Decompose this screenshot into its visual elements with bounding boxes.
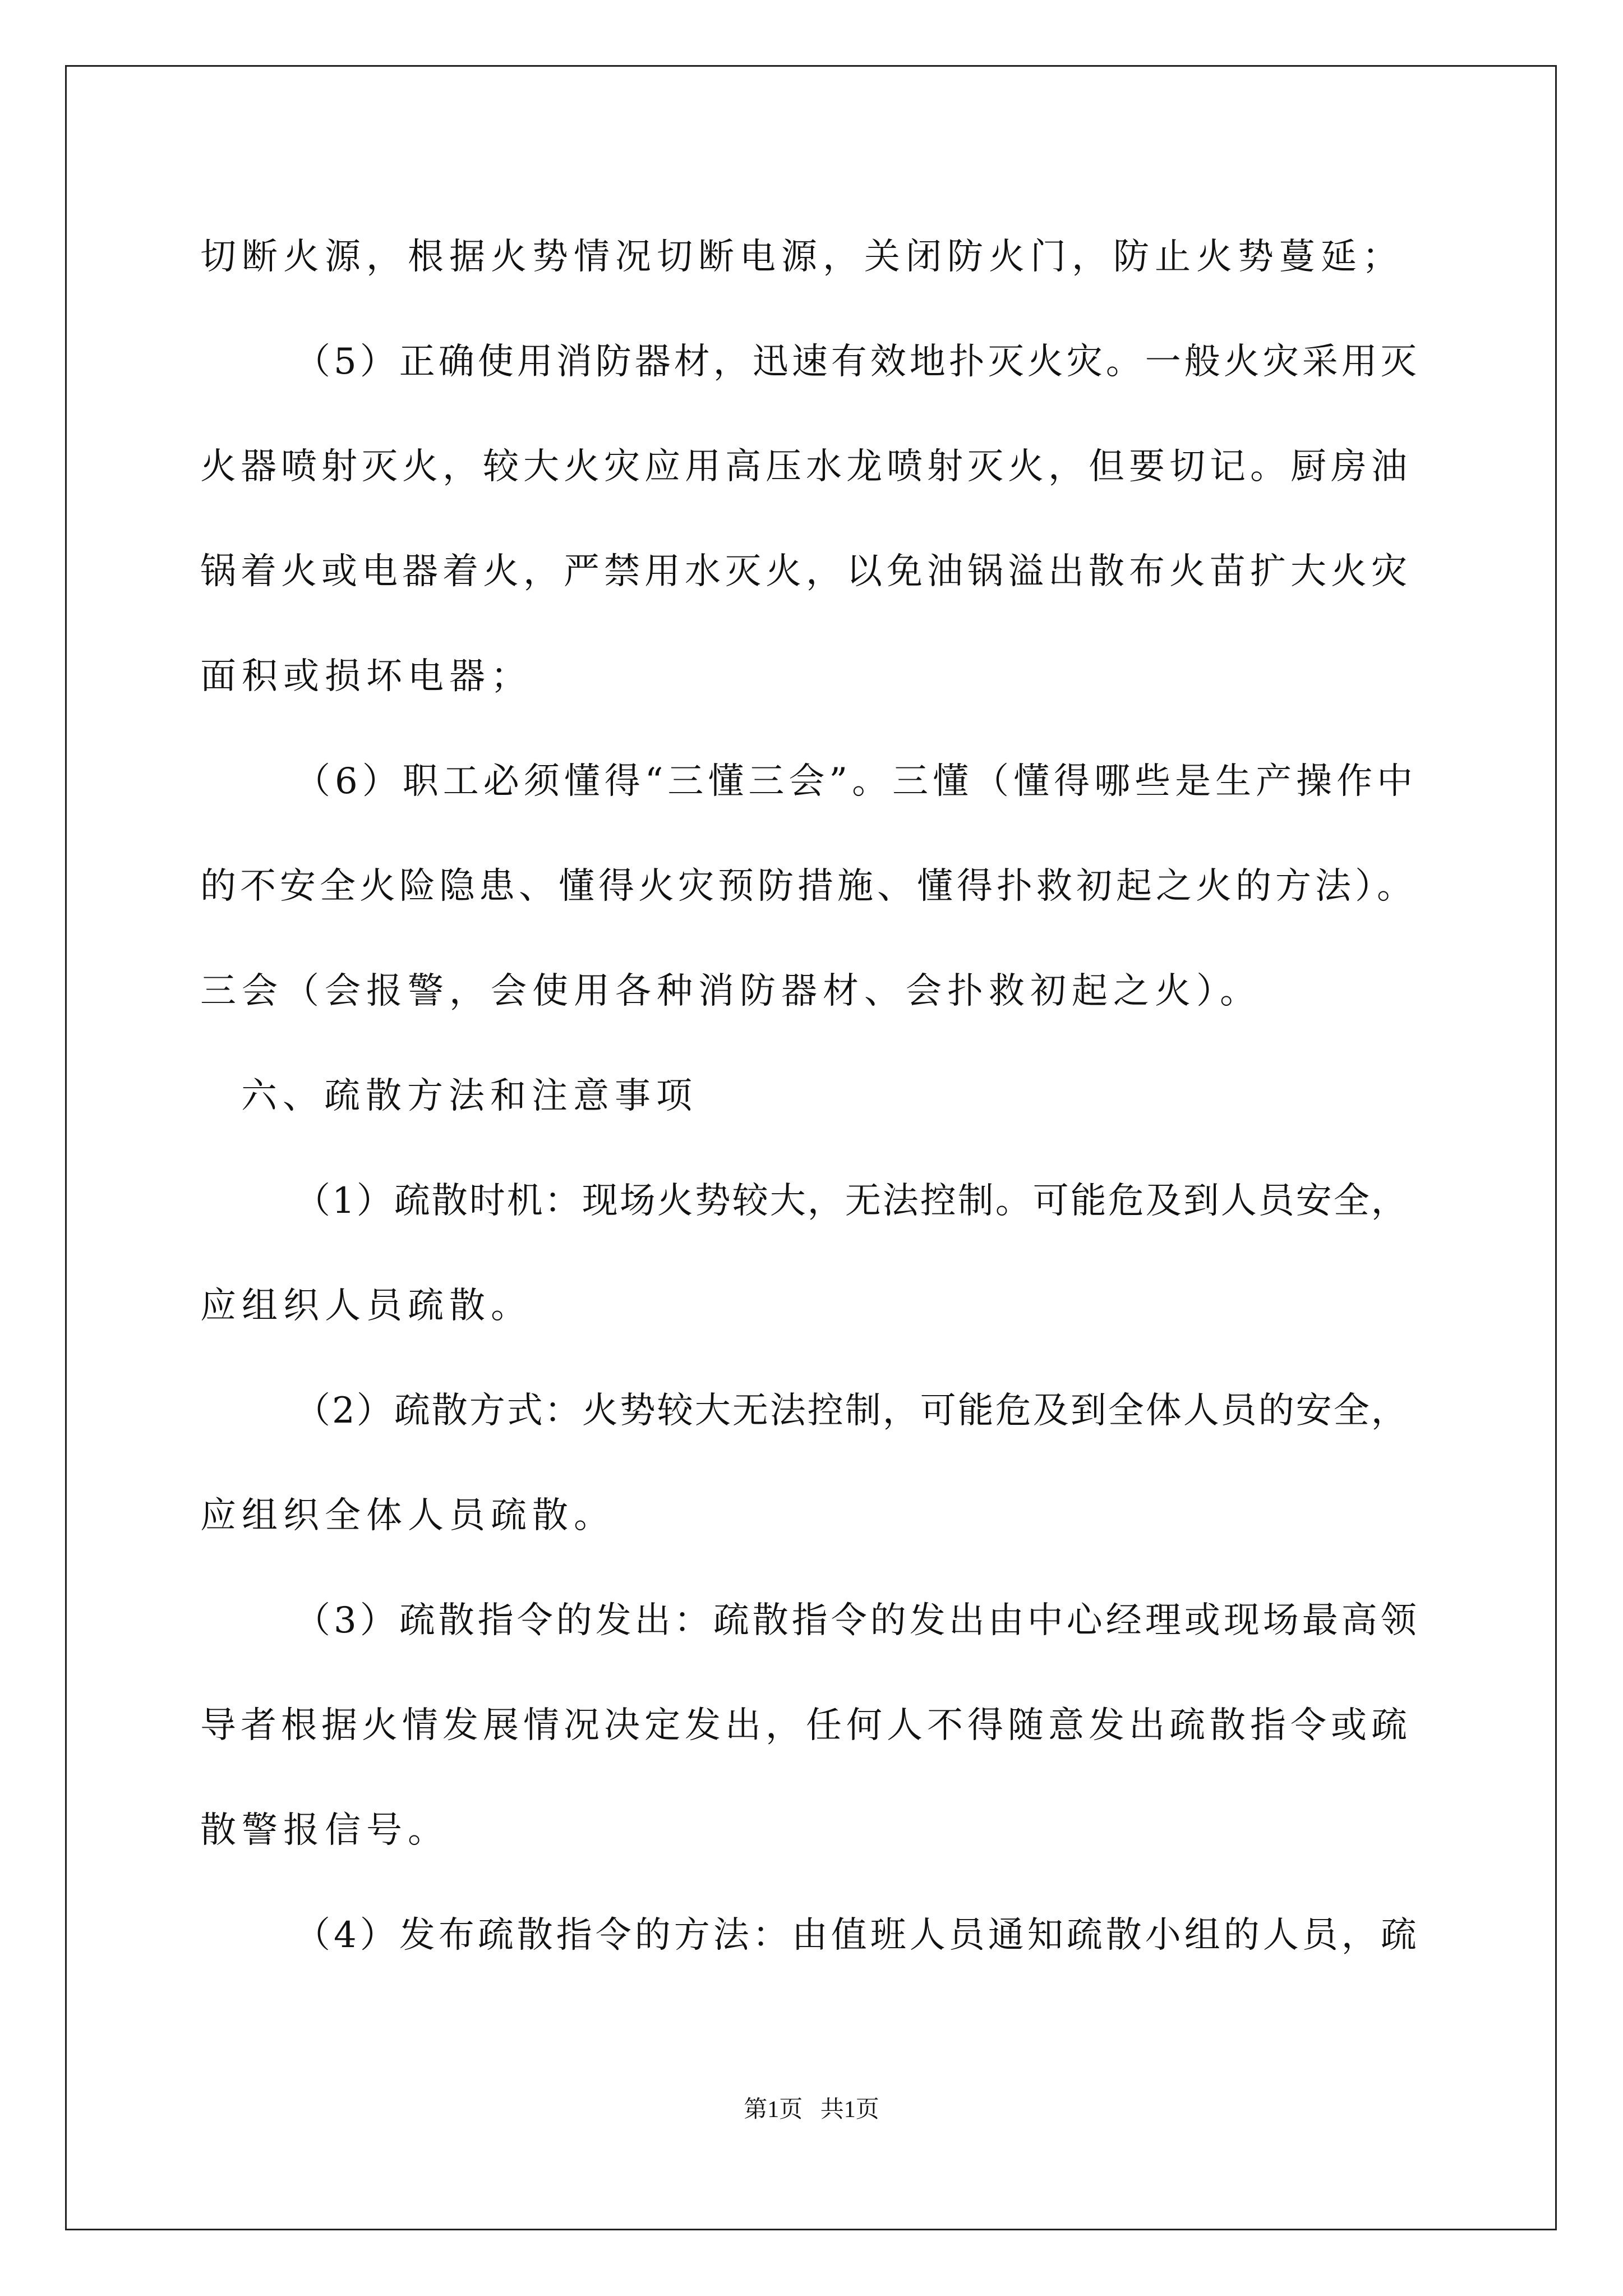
text-line: 火器喷射灭火，较大火灾应用高压水龙喷射灭火，但要切记。厨房油 [200, 446, 1412, 487]
text-line: （3）疏散指令的发出：疏散指令的发出由中心经理或现场最高领 [294, 1600, 1420, 1641]
text-line: 应组织人员疏散。 [200, 1285, 532, 1327]
section-heading: 六、疏散方法和注意事项 [241, 1075, 698, 1117]
text-line: 导者根据火情发展情况决定发出，任何人不得随意发出疏散指令或疏 [200, 1705, 1412, 1746]
page-footer: 第1页 共1页 [744, 2097, 879, 2123]
text-line: 面积或损坏电器； [200, 656, 532, 697]
text-line: （5）正确使用消防器材，迅速有效地扑灭火灾。一般火灾采用灭 [294, 341, 1420, 383]
text-line: 锅着火或电器着火，严禁用水灭火，以免油锅溢出散布火苗扩大火灾 [200, 551, 1412, 592]
text-line: 的不安全火险隐患、懂得火灾预防措施、懂得扑救初起之火的方法）。 [200, 866, 1417, 907]
text-line: （6）职工必须懂得“三懂三会”。三懂（懂得哪些是生产操作中 [294, 761, 1418, 802]
page-border [65, 65, 1557, 2230]
text-line: （2）疏散方式：火势较大无法控制，可能危及到全体人员的安全， [294, 1390, 1409, 1432]
text-line: 三会（会报警，会使用各种消防器材、会扑救初起之火）。 [200, 970, 1261, 1012]
text-line: 应组织全体人员疏散。 [200, 1495, 615, 1536]
text-line: 切断火源，根据火势情况切断电源，关闭防火门，防止火势蔓延； [200, 236, 1404, 278]
text-line: （4）发布疏散指令的方法：由值班人员通知疏散小组的人员，疏 [294, 1915, 1420, 1956]
text-line: 散警报信号。 [200, 1810, 449, 1851]
text-line: （1）疏散时机：现场火势较大，无法控制。可能危及到人员安全， [294, 1180, 1409, 1222]
